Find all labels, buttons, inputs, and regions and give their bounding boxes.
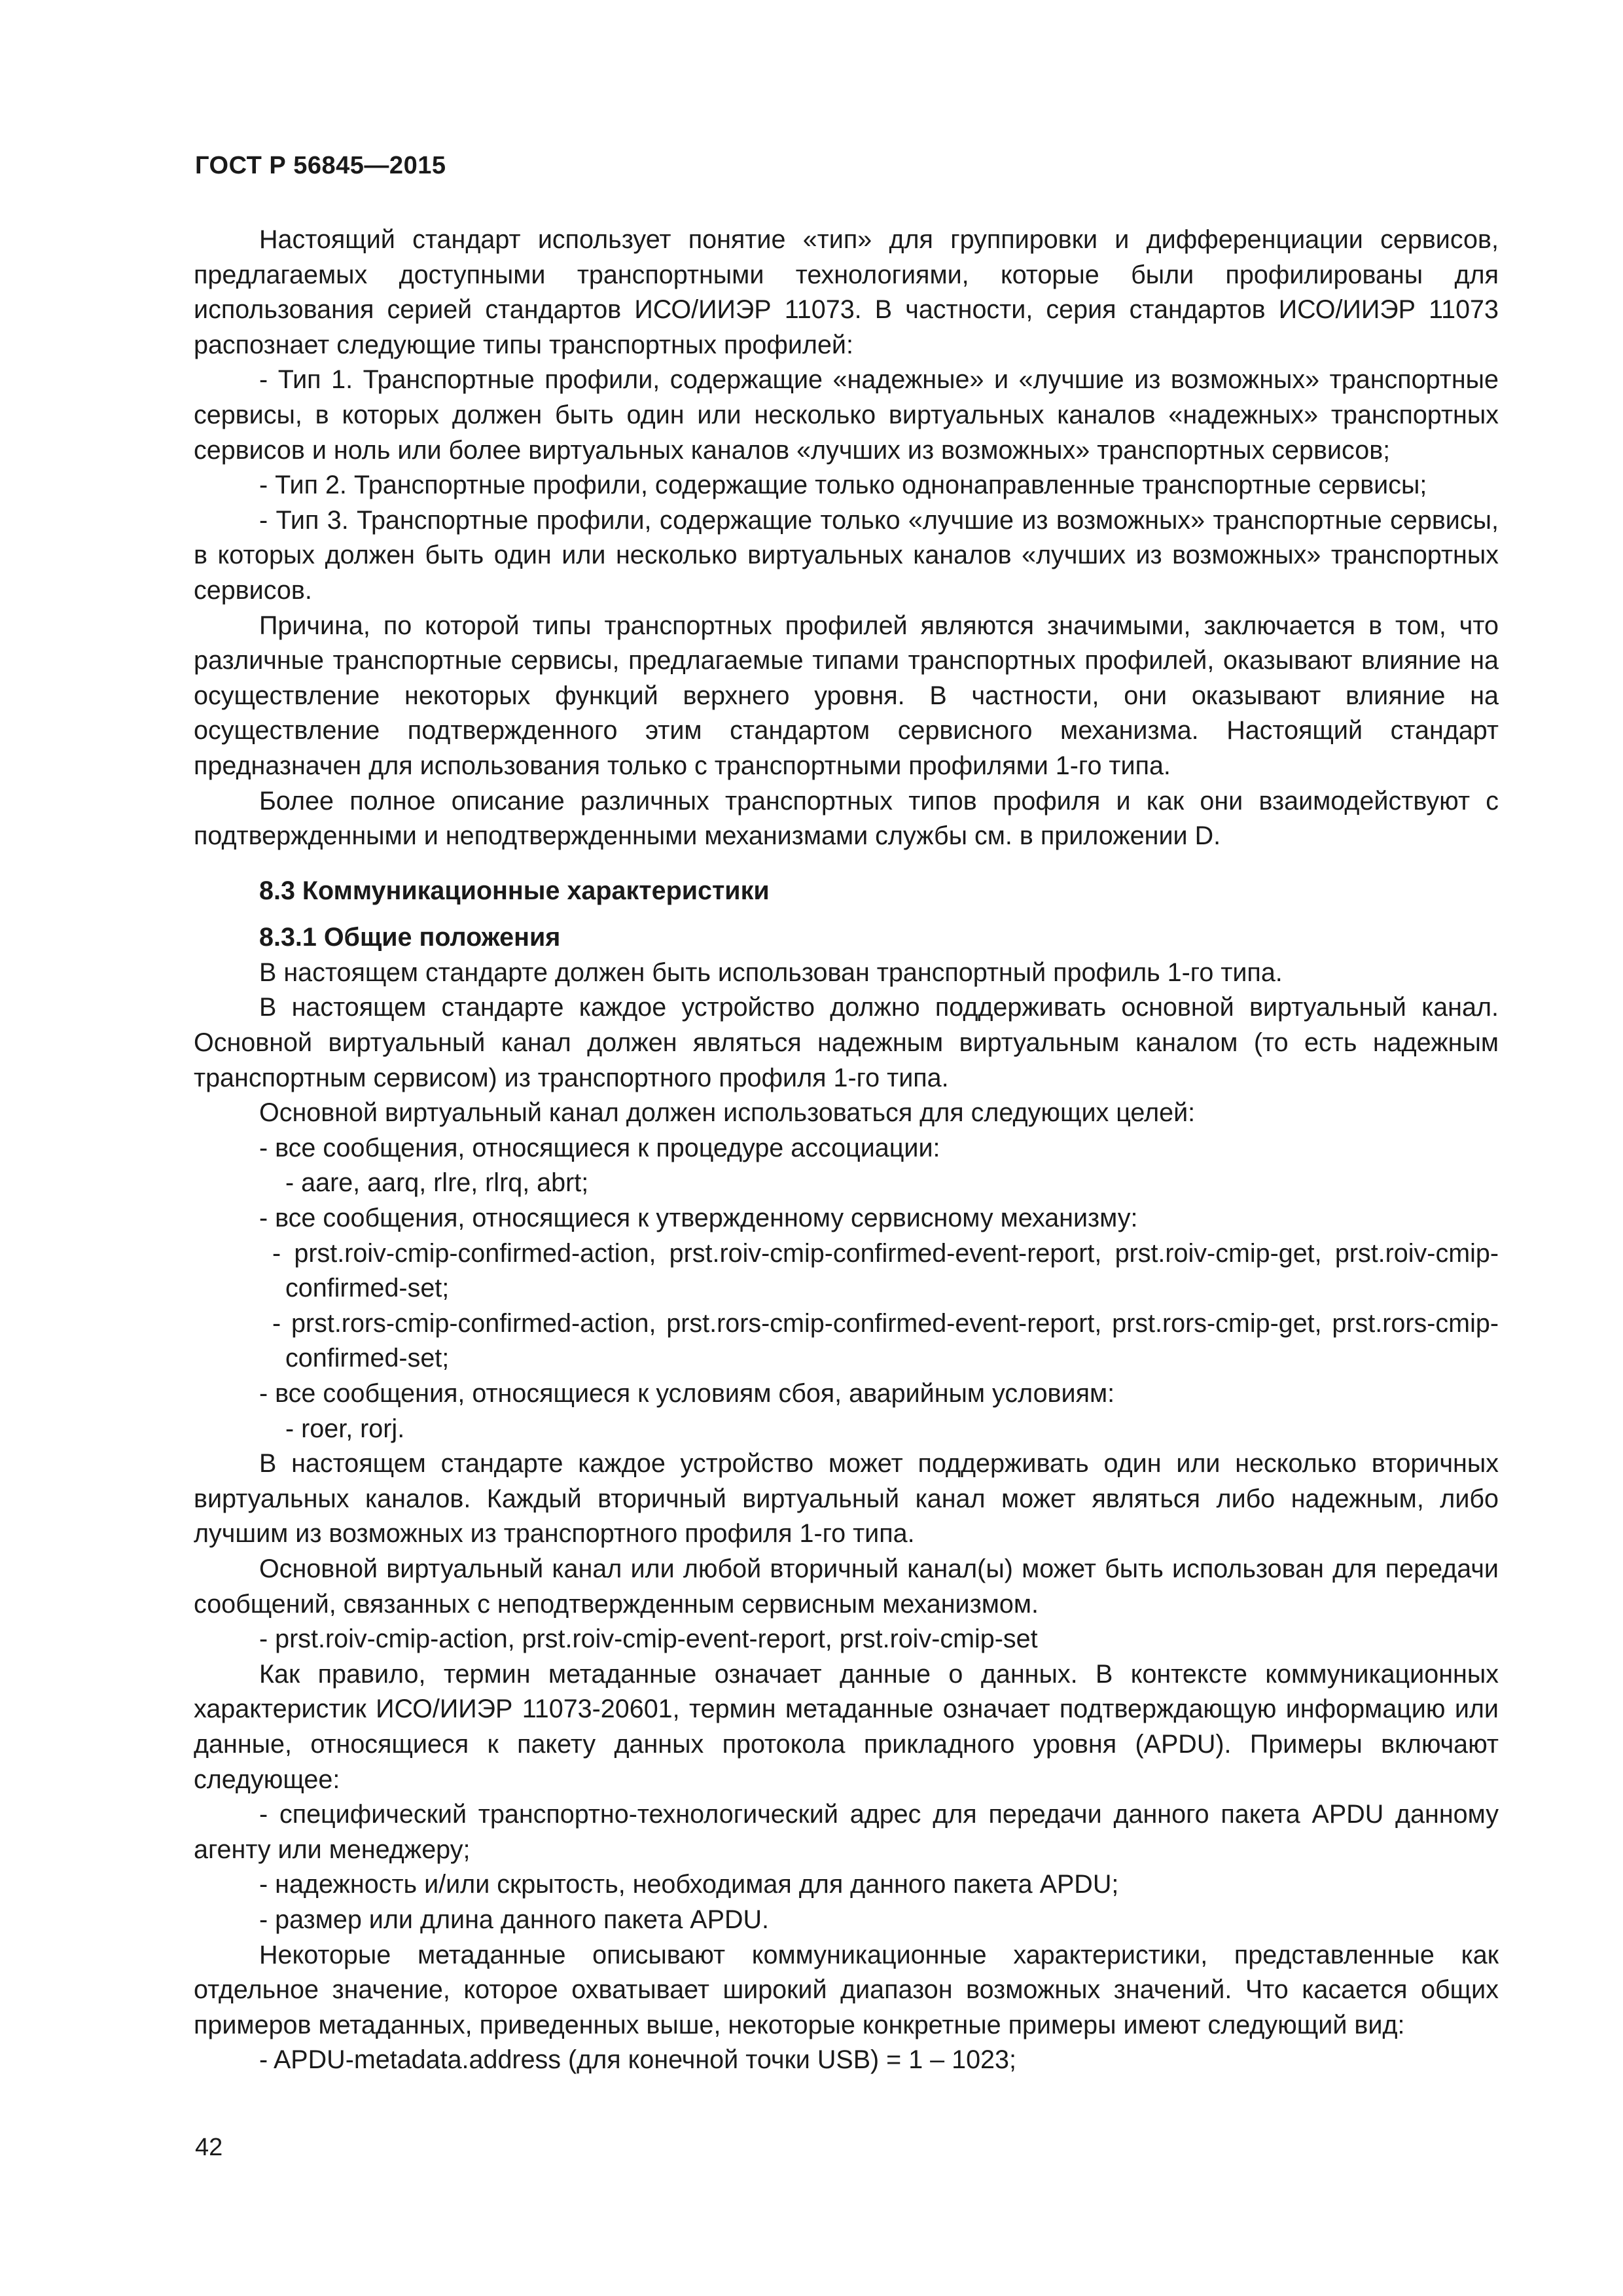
list-item: - Тип 3. Транспортные профили, содержащие только «лучшие из возможных» транспортные сервисы, в которых должен быть один или несколько виртуальных каналов «лучших из возможных» транспортных сервисов. [194,505,1499,605]
subsection-heading: 8.3.1 Общие положения [259,923,561,952]
paragraph: Настоящий стандарт использует понятие «тип» для группировки и дифференциации сервисов, предлагаемых доступными транспортными технологиями, которые были профилированы для использования серией стандартов ИСО/ИИЭР 11073. В частности, серия стандартов ИСО/ИИЭР 11073 распознает следующие типы транспортных профилей: [194,225,1499,359]
list-item: - Тип 1. Транспортные профили, содержащие «надежные» и «лучшие из возможных» транспортные сервисы, в которых должен быть один или несколько виртуальных каналов «надежных» транспортных сервисов и ноль или более виртуальных каналов «лучших из возможных» транспортных сервисов; [194,365,1499,465]
list-item: - APDU-metadata.address (для конечной точки USB) = 1 – 1023; [259,2045,1016,2075]
paragraph: Более полное описание различных транспортных типов профиля и как они взаимодействуют с подтвержденными и неподтвержденными механизмами службы см. в приложении D. [194,786,1499,851]
list-item: - размер или длина данного пакета APDU. [259,1905,770,1934]
sub-list-item: - prst.roiv-cmip-confirmed-action, prst.roiv-cmip-confirmed-event-report, prst.roiv-cmip-get, prst.roiv-cmip-confirmed-set; [272,1238,1499,1303]
list-item: - специфический транспортно-технологический адрес для передачи данного пакета APDU данному агенту или менеджеру; [194,1800,1499,1864]
paragraph: Причина, по которой типы транспортных профилей являются значимыми, заключается в том, что различные транспортные сервисы, предлагаемые типами транспортных профилей, оказывают влияние на осуществление некоторых функций верхнего уровня. В частности, они оказывают влияние на осуществление подтвержденного этим стандартом сервисного механизма. Настоящий стандарт предназначен для использования только с транспортными профилями 1-го типа. [194,611,1499,780]
list-item: - надежность и/или скрытость, необходимая для данного пакета APDU; [259,1870,1119,1899]
paragraph: Основной виртуальный канал должен использоваться для следующих целей: [259,1098,1196,1128]
paragraph: В настоящем стандарте каждое устройство должно поддерживать основной виртуальный канал. Основной виртуальный канал должен являться надежным виртуальным каналом (то есть надежным транспортным сервисом) из транспортного профиля 1-го типа. [194,993,1499,1092]
paragraph: Основной виртуальный канал или любой вторичный канал(ы) может быть использован для передачи сообщений, связанных с неподтвержденным сервисным механизмом. [194,1554,1499,1619]
paragraph: Как правило, термин метаданные означает данные о данных. В контексте коммуникационных характеристик ИСО/ИИЭР 11073-20601, термин метаданные означает подтверждающую информацию или данные, относящиеся к пакету данных протокола прикладного уровня (APDU). Примеры включают следующее: [194,1659,1499,1794]
document-header: ГОСТ Р 56845—2015 [195,152,446,179]
paragraph: В настоящем стандарте каждое устройство может поддерживать один или несколько вторичных виртуальных каналов. Каждый вторичный виртуальный канал может являться либо надежным, либо лучшим из возможных из транспортного профиля 1-го типа. [194,1449,1499,1549]
sub-list-item: - prst.rors-cmip-confirmed-action, prst.rors-cmip-confirmed-event-report, prst.rors-cmip-get, prst.rors-cmip-confirmed-set; [272,1308,1499,1373]
list-item: - все сообщения, относящиеся к утвержденному сервисному механизму: [259,1204,1138,1233]
document-body [194,223,1499,2078]
list-item: - prst.roiv-cmip-action, prst.roiv-cmip-event-report, prst.roiv-cmip-set [259,1624,1038,1654]
page-number: 42 [195,2134,223,2161]
paragraph: Некоторые метаданные описывают коммуникационные характеристики, представленные как отдельное значение, которое охватывает широкий диапазон возможных значений. Что касается общих примеров метаданных, приведенных выше, некоторые конкретные примеры имеют следующий вид: [194,1940,1499,2039]
list-item: - Тип 2. Транспортные профили, содержащие только однонаправленные транспортные сервисы; [259,471,1427,500]
list-item: - все сообщения, относящиеся к процедуре ассоциации: [259,1133,940,1162]
sub-list-item: - roer, rorj. [285,1414,405,1443]
list-item: - все сообщения, относящиеся к условиям сбоя, аварийным условиям: [259,1379,1115,1408]
sub-list-item: - aare, aarq, rlre, rlrq, abrt; [285,1168,589,1198]
paragraph: В настоящем стандарте должен быть использован транспортный профиль 1-го типа. [259,958,1283,987]
section-heading: 8.3 Коммуникационные характеристики [259,876,770,905]
